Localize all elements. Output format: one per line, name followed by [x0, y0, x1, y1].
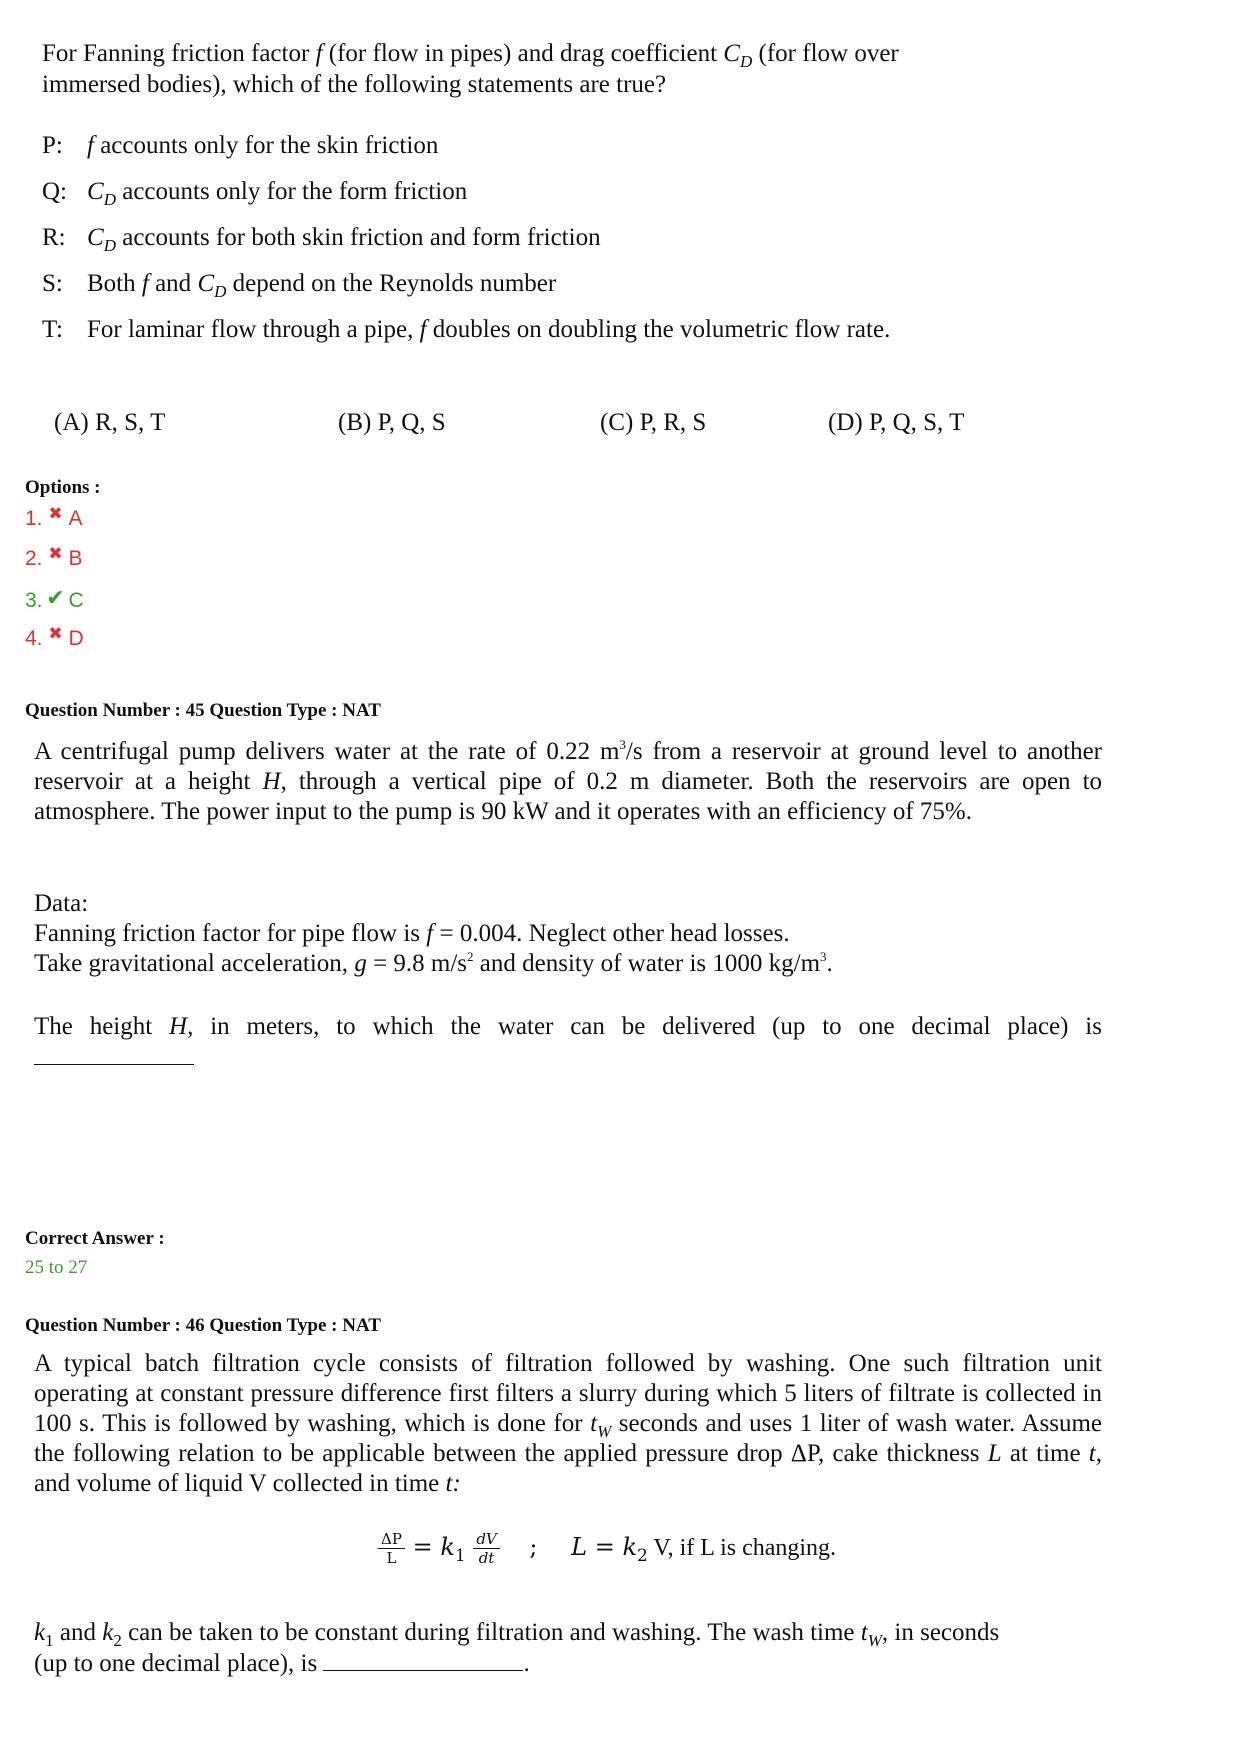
q45-answer-blank[interactable] — [34, 1054, 194, 1065]
option-2[interactable]: 2. ✖ B — [25, 544, 83, 570]
q45-body: A centrifugal pump delivers water at the rate of 0.22 $m^3/s$ from a reservoir at ground level to another reservoir at a height H, through a vertical pipe of 0.2 m diameter. Both the reservoirs are open to atmosphere. The power input to the pump is 90 kW and it operates with an efficiency of 75%. — [34, 737, 1103, 825]
cross-icon: ✖ — [48, 624, 63, 643]
q46-header: Question Number : 46 Question Type : NAT — [25, 1315, 381, 1336]
fraction-dp-over-l: $\frac{\Delta P}{L}$ — [378, 1530, 405, 1567]
statement-t: T: For laminar flow through a pipe, f doubles on doubling the volumetric flow rate. — [42, 316, 891, 343]
q44-stem: For Fanning friction factor f (for flow in pipes) and drag coefficient $C_D$ (for flow over immersed bodies), which of the following statements are true? — [42, 40, 899, 98]
correct-answer-value: 25 to 27 — [25, 1257, 88, 1278]
statement-p: P: f accounts only for the skin friction — [42, 132, 439, 159]
fraction-dv-over-dt: $\frac{dV}{dt}$ — [473, 1530, 499, 1567]
cross-icon: ✖ — [48, 544, 63, 563]
option-1[interactable]: 1. ✖ A — [25, 504, 83, 530]
choice-b: (B) P, Q, S — [338, 409, 446, 436]
option-3[interactable]: 3. ✔ C — [25, 585, 84, 612]
statement-q: Q: $C_D$ accounts only for the form friction — [42, 178, 468, 209]
choice-c: (C) P, R, S — [600, 409, 707, 436]
cross-icon: ✖ — [48, 504, 63, 523]
q46-answer-blank[interactable] — [323, 1648, 523, 1671]
q45-header: Question Number : 45 Question Type : NAT — [25, 700, 381, 721]
choice-a: (A) R, S, T — [54, 409, 166, 436]
q46-equation: $\frac{\Delta P}{L}$ = $k_1$ $\frac{dV}{dt}$ ; $L = k_2$ V, if L is changing. — [378, 1530, 836, 1567]
q45-data: Data: Fanning friction factor for pipe flow is f = 0.004. Neglect other head losses. Take gravitational acceleration, g = 9.8 $m/s^2$ and density of water is 1000 $kg/m^3$. — [34, 890, 833, 977]
statement-s: S: Both f and $C_D$ depend on the Reynolds number — [42, 270, 557, 301]
correct-answer-label: Correct Answer : — [25, 1228, 165, 1249]
q46-body-2: $k_1$ and $k_2$ can be taken to be constant during filtration and washing. The wash time $t_W$, in seconds (up to one decimal place), is . — [34, 1619, 1000, 1677]
q45-ask: The height H, in meters, to which the water can be delivered (up to one decimal place) is — [34, 1013, 1102, 1040]
q46-body: A typical batch filtration cycle consists of filtration followed by washing. One such filtration unit operating at constant pressure difference first filters a slurry during which 5 liters of filtrate is collected in 100 s. This is followed by washing, which is done for $t_W$ seconds and uses 1 liter of wash water. Assume the following relation to be applicable between the applied pressure drop ΔP, cake thickness L at time t, and volume of liquid V collected in time t: — [34, 1350, 1102, 1497]
option-4[interactable]: 4. ✖ D — [25, 624, 84, 650]
choice-d: (D) P, Q, S, T — [828, 409, 965, 436]
statement-r: R: $C_D$ accounts for both skin friction and form friction — [42, 224, 601, 255]
options-label: Options : — [25, 477, 101, 498]
check-icon: ✔ — [46, 585, 65, 610]
